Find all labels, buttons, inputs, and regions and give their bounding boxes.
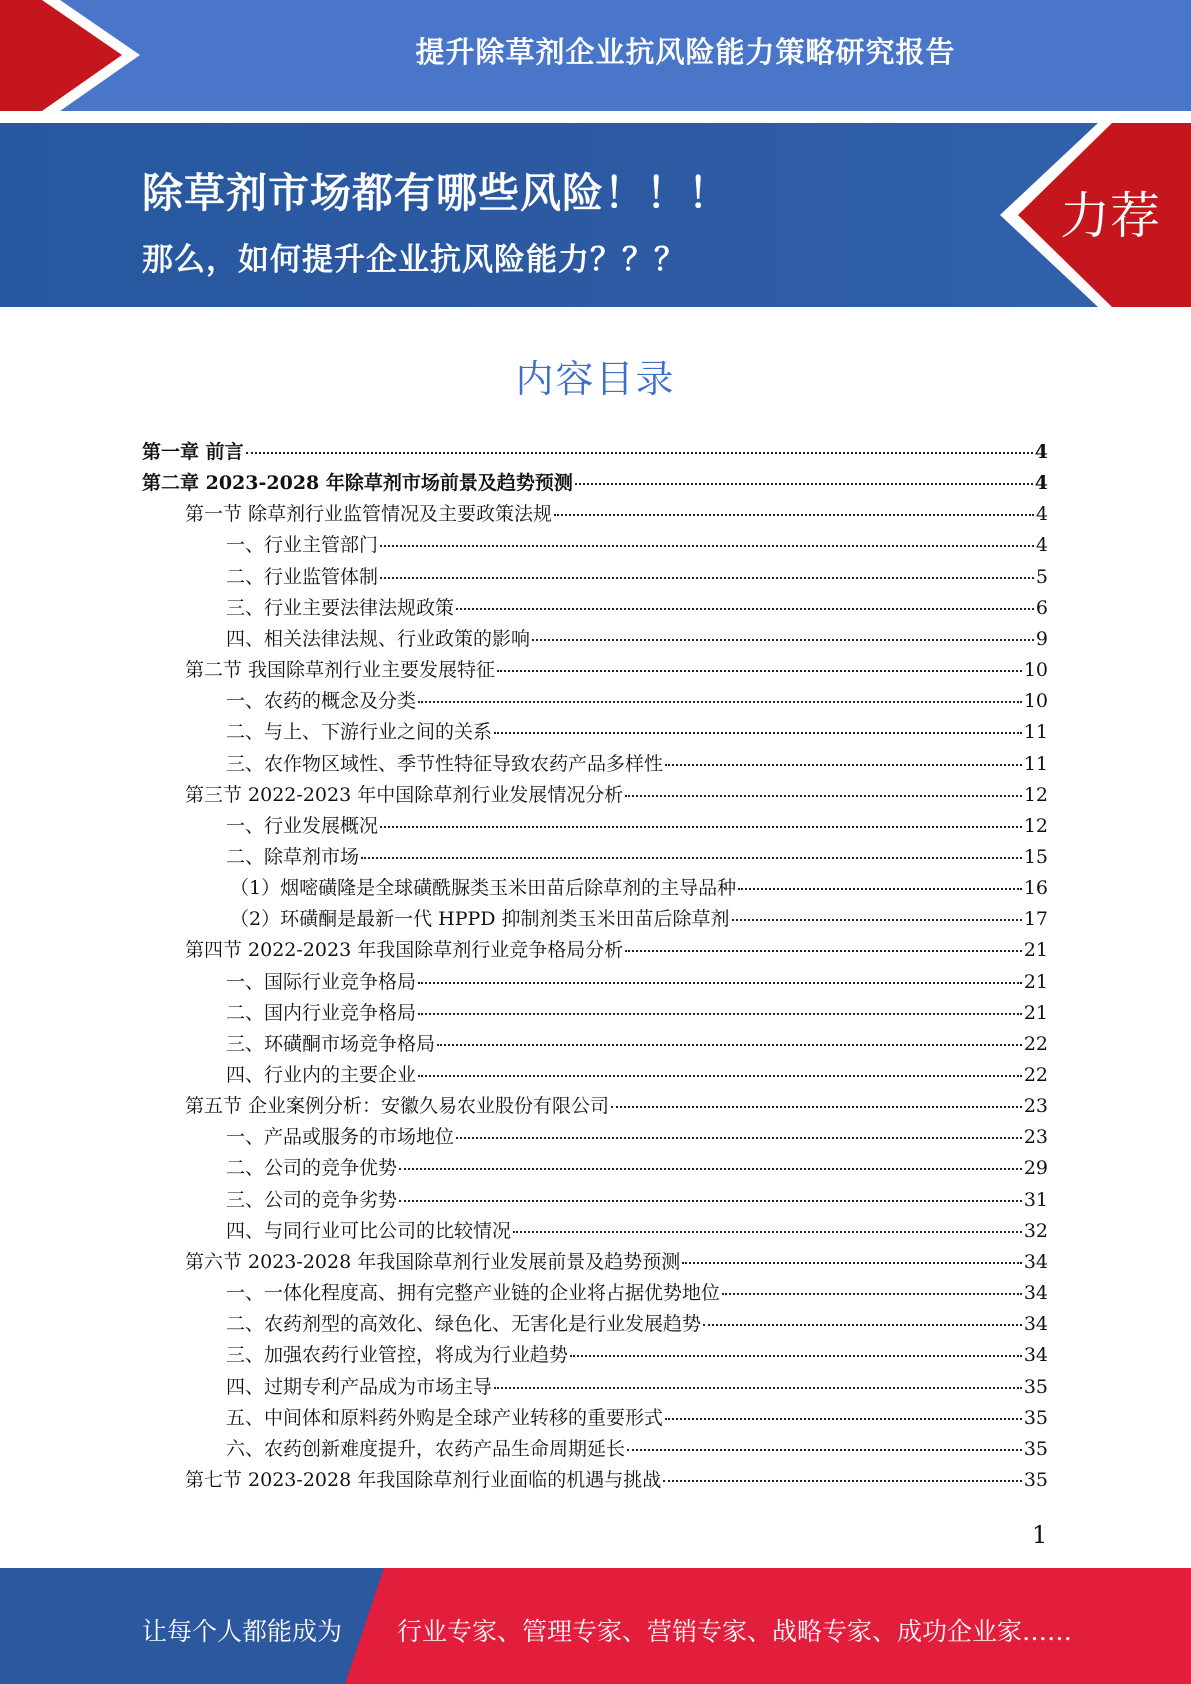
toc-entry[interactable] — [226, 811, 1048, 842]
toc-dot-leader — [497, 670, 1022, 672]
toc-dot-leader — [380, 545, 1034, 547]
toc-entry[interactable] — [185, 935, 1048, 966]
toc-entry-page: 4 — [1035, 503, 1048, 526]
recommend-badge: 力荐 — [1060, 187, 1160, 245]
toc-entry-title: 五、中间体和原料药外购是全球产业转移的重要形式 — [226, 1406, 664, 1429]
toc-dot-leader — [418, 1075, 1022, 1077]
toc-entry[interactable] — [226, 1309, 1048, 1340]
toc-entry[interactable] — [226, 686, 1048, 717]
toc-entry-title: 第二节 我国除草剂行业主要发展特征 — [185, 659, 496, 682]
toc-entry-title: 二、公司的竞争优势 — [226, 1157, 398, 1180]
toc-dot-leader — [625, 795, 1022, 797]
toc-dot-leader — [456, 1137, 1022, 1139]
toc-entry-title: 一、农药的概念及分类 — [226, 690, 417, 713]
footer-slogan: 让每个人都能成为 — [142, 1617, 343, 1646]
toc-entry[interactable] — [226, 1060, 1048, 1091]
toc-entry[interactable] — [226, 998, 1048, 1029]
toc-entry-title: 第四节 2022-2023 年我国除草剂行业竞争格局分析 — [185, 939, 624, 962]
toc-entry-page: 21 — [1023, 970, 1048, 993]
toc-entry[interactable] — [185, 1247, 1048, 1278]
toc-entry-title: 第二章 2023-2028 年除草剂市场前景及趋势预测 — [142, 472, 573, 495]
toc-entry[interactable] — [226, 749, 1048, 780]
toc-entry-page: 35 — [1023, 1437, 1048, 1460]
toc-entry[interactable] — [226, 1403, 1048, 1434]
toc-entry[interactable] — [226, 1122, 1048, 1153]
toc-entry-title: 三、环磺酮市场竞争格局 — [226, 1032, 436, 1055]
toc-dot-leader — [570, 1355, 1022, 1357]
toc-entry[interactable] — [230, 904, 1048, 935]
toc-dot-leader — [738, 888, 1022, 890]
toc-entry-page: 31 — [1023, 1188, 1048, 1211]
hero-subheadline: 那么，如何提升企业抗风险能力？？？ — [142, 242, 686, 278]
toc-entry-title: 四、过期专利产品成为市场主导 — [226, 1375, 493, 1398]
toc-entry-title: （2）环磺酮是最新一代 HPPD 抑制剂类玉米田苗后除草剂 — [230, 908, 730, 931]
toc-entry-page: 10 — [1023, 690, 1048, 713]
toc-entry-page: 11 — [1023, 752, 1048, 775]
toc-dot-leader — [732, 919, 1022, 921]
toc-dot-leader — [722, 1293, 1022, 1295]
toc-entry-title: 四、行业内的主要企业 — [226, 1064, 417, 1086]
toc-dot-leader — [418, 1013, 1022, 1015]
toc-entry-title: 第七节 2023-2028 年我国除草剂行业面临的机遇与挑战 — [185, 1468, 662, 1491]
toc-entry-title: 第三节 2022-2023 年中国除草剂行业发展情况分析 — [185, 783, 624, 806]
header-arrow-decoration — [0, 0, 160, 111]
toc-dot-leader — [361, 857, 1022, 859]
toc-entry-title: 第一节 除草剂行业监管情况及主要政策法规 — [185, 503, 553, 526]
footer-roles: 行业专家、管理专家、营销专家、战略专家、成功企业家…… — [397, 1617, 1073, 1646]
toc-entry-title: 一、行业主管部门 — [226, 534, 379, 557]
page-number: 1 — [1032, 1521, 1048, 1549]
toc-entry-page: 21 — [1023, 1001, 1048, 1024]
toc-entry-title: 一、产品或服务的市场地位 — [226, 1126, 455, 1149]
toc-entry[interactable] — [142, 468, 1048, 499]
toc-entry[interactable] — [226, 1340, 1048, 1371]
report-title: 提升除草剂企业抗风险能力策略研究报告 — [415, 35, 956, 69]
toc-dot-leader — [380, 577, 1034, 579]
toc-entry-title: 二、行业监管体制 — [226, 565, 379, 588]
toc-entry[interactable] — [226, 624, 1048, 655]
hero-headline: 除草剂市场都有哪些风险！！！ — [142, 169, 730, 217]
toc-entry[interactable] — [226, 842, 1048, 873]
toc-entry-title: 一、行业发展概况 — [226, 814, 379, 837]
toc-entry-page: 4 — [1035, 534, 1048, 557]
toc-dot-leader — [399, 1168, 1022, 1170]
toc-entry-page: 34 — [1023, 1250, 1048, 1273]
toc-entry-title: 三、公司的竞争劣势 — [226, 1188, 398, 1211]
toc-entry-title: 一、一体化程度高、拥有完整产业链的企业将占据优势地位 — [226, 1282, 721, 1305]
toc-entry[interactable] — [226, 1372, 1048, 1403]
toc-entry[interactable] — [185, 1091, 1048, 1122]
toc-entry-title: （1）烟嘧磺隆是全球磺酰脲类玉米田苗后除草剂的主导品种 — [230, 877, 737, 900]
toc-entry[interactable] — [185, 655, 1048, 686]
toc-entry-title: 第五节 企业案例分析：安徽久易农业股份有限公司 — [185, 1095, 610, 1118]
toc-entry-page: 35 — [1023, 1468, 1048, 1491]
toc-entry-page: 35 — [1023, 1375, 1048, 1398]
toc-dot-leader — [611, 1106, 1022, 1108]
toc-dot-leader — [682, 1262, 1022, 1264]
toc-entry-page: 9 — [1035, 627, 1048, 650]
toc-dot-leader — [665, 764, 1022, 766]
toc-entry[interactable] — [226, 1278, 1048, 1309]
toc-entry-title: 第六节 2023-2028 年我国除草剂行业发展前景及趋势预测 — [185, 1250, 681, 1273]
toc-entry[interactable] — [185, 499, 1048, 530]
toc-entry[interactable] — [226, 1434, 1048, 1465]
toc-dot-leader — [494, 1387, 1022, 1389]
toc-entry-page: 21 — [1023, 939, 1048, 962]
toc-entry-page: 23 — [1023, 1095, 1048, 1118]
toc-entry[interactable] — [226, 1185, 1048, 1216]
toc-entry-title: 第一章 前言 — [142, 441, 244, 463]
toc-entry-page: 10 — [1023, 659, 1048, 682]
toc-entry-title: 一、国际行业竞争格局 — [226, 970, 417, 993]
toc-entry-page: 34 — [1023, 1344, 1048, 1367]
toc-dot-leader — [494, 732, 1022, 734]
toc-entry-page: 35 — [1023, 1406, 1048, 1429]
toc-dot-leader — [663, 1480, 1022, 1482]
toc-entry[interactable] — [226, 1029, 1048, 1060]
toc-entry[interactable] — [226, 530, 1048, 561]
toc-entry-page: 12 — [1023, 814, 1048, 837]
toc-dot-leader — [627, 1449, 1022, 1451]
toc-entry[interactable] — [226, 967, 1048, 998]
toc-entry-page: 23 — [1023, 1126, 1048, 1149]
toc-entry-title: 三、加强农药行业管控，将成为行业趋势 — [226, 1344, 569, 1367]
toc-entry-title: 四、相关法律法规、行业政策的影响 — [226, 627, 531, 650]
toc-entry-page: 22 — [1023, 1032, 1048, 1055]
toc-entry-title: 二、与上、下游行业之间的关系 — [226, 721, 493, 744]
toc-dot-leader — [418, 982, 1022, 984]
toc-entry[interactable] — [226, 717, 1048, 748]
toc-dot-leader — [513, 1231, 1022, 1233]
toc-dot-leader — [532, 639, 1034, 641]
toc-entry-title: 三、行业主要法律法规政策 — [226, 596, 455, 619]
toc-entry[interactable] — [185, 1465, 1048, 1496]
toc-entry-page: 12 — [1023, 783, 1048, 806]
toc-entry-title: 二、农药剂型的高效化、绿色化、无害化是行业发展趋势 — [226, 1313, 702, 1336]
toc-entry-title: 二、国内行业竞争格局 — [226, 1001, 417, 1024]
toc-entry[interactable] — [230, 873, 1048, 904]
toc-entry-page: 4 — [1034, 441, 1048, 463]
toc-entry-page: 17 — [1023, 908, 1048, 931]
toc-entry[interactable] — [185, 780, 1048, 811]
toc-entry[interactable] — [226, 593, 1048, 624]
toc-entry-page: 22 — [1023, 1064, 1048, 1086]
toc-dot-leader — [703, 1324, 1022, 1326]
toc-entry-page: 15 — [1023, 845, 1048, 868]
toc-dot-leader — [246, 452, 1033, 454]
toc-entry-page: 5 — [1035, 565, 1048, 588]
toc-dot-leader — [575, 483, 1033, 485]
toc-dot-leader — [418, 701, 1022, 703]
toc-dot-leader — [456, 608, 1034, 610]
toc-dot-leader — [625, 950, 1022, 952]
toc-dot-leader — [399, 1200, 1022, 1202]
toc-entry-page: 4 — [1034, 472, 1048, 495]
toc-entry-page: 11 — [1023, 721, 1048, 744]
toc-entry-title: 六、农药创新难度提升，农药产品生命周期延长 — [226, 1437, 626, 1460]
toc-dot-leader — [554, 514, 1034, 516]
toc-entry-page: 6 — [1035, 596, 1048, 619]
toc-title: 内容目录 — [515, 357, 676, 401]
toc-dot-leader — [380, 826, 1022, 828]
toc-dot-leader — [437, 1044, 1022, 1046]
toc-entry[interactable] — [226, 1153, 1048, 1184]
toc-entry[interactable] — [142, 437, 1048, 468]
toc-entry-title: 四、与同行业可比公司的比较情况 — [226, 1219, 512, 1242]
toc-dot-leader — [665, 1418, 1022, 1420]
toc-entry-title: 二、除草剂市场 — [226, 845, 360, 868]
toc-entry[interactable] — [226, 562, 1048, 593]
toc-entry-page: 16 — [1023, 877, 1048, 900]
toc-entry-title: 三、农作物区域性、季节性特征导致农药产品多样性 — [226, 752, 664, 775]
toc-entry-page: 32 — [1023, 1219, 1048, 1242]
toc-entry-page: 29 — [1023, 1157, 1048, 1180]
toc-entry[interactable] — [226, 1216, 1048, 1247]
toc-entry-page: 34 — [1023, 1282, 1048, 1305]
toc-entry-page: 34 — [1023, 1313, 1048, 1336]
